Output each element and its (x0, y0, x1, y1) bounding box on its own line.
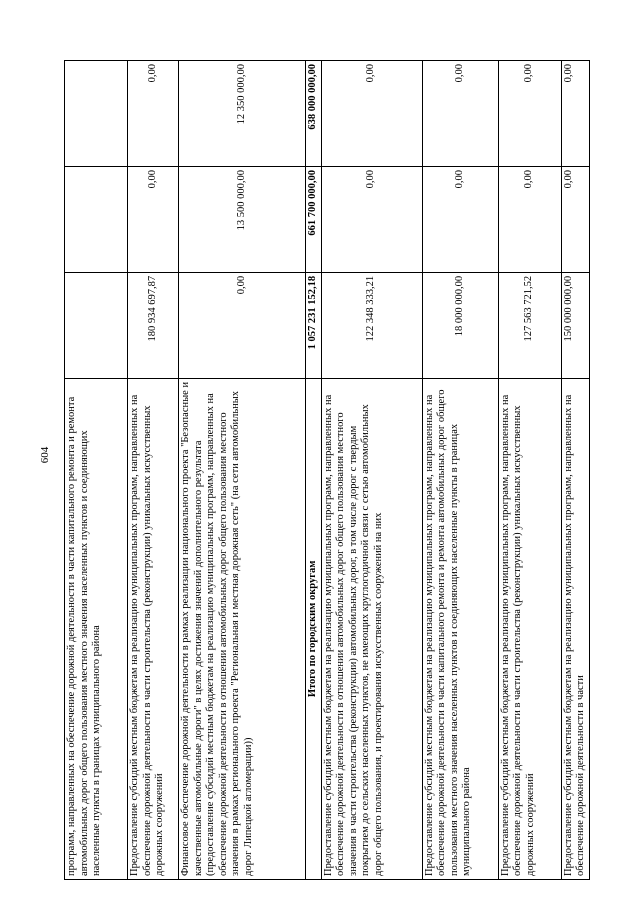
row-description: Предоставление субсидий местным бюджетам на реализацию муниципальных программ, направленных на обеспечение дорожной деятельности в части строительства (реконструкции) уникальных искусственных дорожных сооружений (128, 378, 179, 879)
row-value-2: 0,00 (128, 166, 179, 272)
row-value-3: 0,00 (498, 61, 561, 167)
row-value-3: 0,00 (128, 61, 179, 167)
row-value-1: 18 000 000,00 (422, 272, 498, 378)
table-row (422, 61, 498, 880)
row-description: Финансовое обеспечение дорожной деятельности в рамках реализации национального проекта "Безопасные и качественные автомобильные дороги" в целях достижения значений дополнительного результата (предоставление субсидий местным бюджетам на реализацию муниципальных программ, направленных на обеспечение дорожной деятельности в отношении автомобильных дорог общего пользования местного значения в рамках регионального проекта "Региональная и местная дорожная сеть" (на сети автомобильных дорог Липецкой агломерации)) (179, 378, 306, 879)
row-value-1: 127 563 721,52 (498, 272, 561, 378)
total-value-3: 638 000 000,00 (306, 61, 322, 167)
row-description: Предоставление субсидий местным бюджетам на реализацию муниципальных программ, направленных на обеспечение дорожной деятельности в части (561, 378, 589, 879)
table-row (561, 61, 589, 880)
row-value-1: 0,00 (179, 272, 306, 378)
table-row (498, 61, 561, 880)
row-value-1: 180 934 697,87 (128, 272, 179, 378)
row-value-3: 0,00 (321, 61, 422, 167)
row-value-2: 0,00 (422, 166, 498, 272)
row-value-2: 0,00 (321, 166, 422, 272)
row-value-1 (65, 272, 128, 378)
row-description: Предоставление субсидий местным бюджетам на реализацию муниципальных программ, направленных на обеспечение дорожной деятельности в части строительства (реконструкции) уникальных искусственных дорожных сооружений (498, 378, 561, 879)
subsidies-table (64, 60, 590, 880)
table-row (321, 61, 422, 880)
row-value-1: 122 348 333,21 (321, 272, 422, 378)
table-row (128, 61, 179, 880)
row-value-1: 150 000 000,00 (561, 272, 589, 378)
total-value-1: 1 057 231 152,18 (306, 272, 322, 378)
row-value-3 (65, 61, 128, 167)
total-value-2: 661 700 000,00 (306, 166, 322, 272)
row-value-3: 0,00 (561, 61, 589, 167)
row-value-2: 13 500 000,00 (179, 166, 306, 272)
row-value-2 (65, 166, 128, 272)
row-value-3: 12 350 000,00 (179, 61, 306, 167)
table-row (65, 61, 128, 880)
row-description: Предоставление субсидий местным бюджетам на реализацию муниципальных программ, направленных на обеспечение дорожной деятельности в части капитального ремонта и ремонта автомобильных дорог общего пользования местного значения населенных пунктов и соединяющих населенные пункты в границах муниципального района (422, 378, 498, 879)
total-label: Итого по городским округам (306, 378, 322, 879)
table-wrapper (64, 60, 587, 880)
table-row (179, 61, 306, 880)
total-row (306, 61, 322, 880)
row-description: Предоставление субсидий местным бюджетам на реализацию муниципальных программ, направленных на обеспечение дорожной деятельности в отношении автомобильных дорог общего пользования местного значения в части строительства (реконструкции) автомобильных дорог, в том числе дорог с твердым покрытием до сельских населенных пунктов, не имеющих круглогодичной связи с сетью автомобильных дорог общего пользования, и проектирования искусственных сооружений на них (321, 378, 422, 879)
page-number: 604 (39, 446, 51, 464)
rotated-table-container (64, 60, 587, 880)
row-value-2: 0,00 (561, 166, 589, 272)
row-value-3: 0,00 (422, 61, 498, 167)
row-description: программ, направленных на обеспечение дорожной деятельности в части капитального ремонта и ремонта автомобильных дорог общего пользования местного значения населенных пунктов и соединяющих населенные пункты в границах муниципального района (65, 378, 128, 879)
row-value-2: 0,00 (498, 166, 561, 272)
